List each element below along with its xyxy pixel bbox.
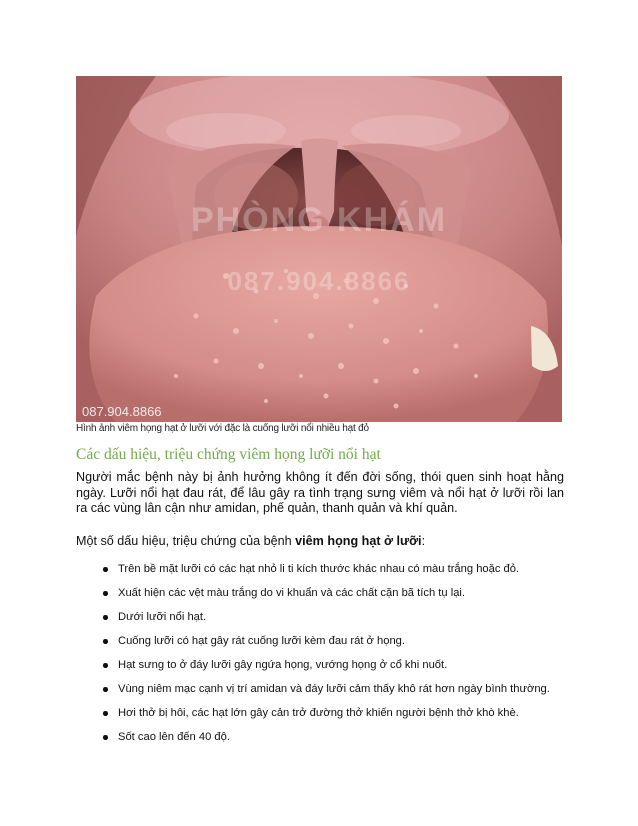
list-item (76, 632, 576, 656)
bullet-icon (103, 735, 108, 740)
list-item (76, 656, 576, 680)
throat-photo (76, 76, 562, 422)
list-item (76, 680, 576, 704)
list-item-text: Vùng niêm mạc cạnh vị trí amidan và đáy lưỡi cảm thấy khô rát hơn ngày bình thường. (118, 683, 550, 695)
figure-caption: Hình ảnh viêm họng hạt ở lưỡi với đặc là cuống lưỡi nổi nhiều hạt đỏ (76, 423, 369, 434)
symptoms-list (76, 560, 576, 752)
bullet-icon (103, 615, 108, 620)
body-paragraph: Người mắc bệnh này bị ảnh hưởng không ít đến đời sống, thói quen sinh hoạt hằng ngày. Lưỡi nổi hạt đau rát, để lâu gây ra tình trạng sưng viêm và nổi hạt ở lưỡi rồi lan ra các vùng lân cận như amidan, phế quản, thanh quản và khí quản. (76, 470, 564, 516)
intro-suffix: : (421, 534, 426, 548)
corner-phone: 087.904.8866 (82, 404, 162, 419)
list-item-text: Cuống lưỡi có hạt gây rát cuống lưỡi kèm đau rát ở họng. (118, 635, 405, 647)
intro-bold: viêm họng hạt ở lưỡi (295, 534, 422, 548)
bullet-icon (103, 591, 108, 596)
list-item (76, 704, 576, 728)
bullet-icon (103, 687, 108, 692)
list-item-text: Sốt cao lên đến 40 độ. (118, 731, 230, 743)
list-item (76, 728, 576, 752)
bullet-icon (103, 711, 108, 716)
intro-prefix: Một số dấu hiệu, triệu chứng của bệnh (76, 534, 296, 548)
list-item (76, 584, 576, 608)
list-item-text: Hơi thở bị hôi, các hạt lớn gây cản trở đường thở khiến người bệnh thở khò khè. (118, 707, 519, 719)
watermark-name: PHÒNG KHÁM (190, 201, 448, 239)
list-item-text: Hạt sưng to ở đáy lưỡi gây ngứa họng, vướng họng ở cổ khi nuốt. (118, 659, 448, 671)
watermark-phone: 087.904.8866 (227, 266, 411, 296)
list-item-text: Dưới lưỡi nổi hạt. (118, 611, 207, 623)
list-item-text: Trên bề mặt lưỡi có các hạt nhỏ li ti kích thước khác nhau có màu trắng hoặc đỏ. (118, 563, 520, 575)
list-item-text: Xuất hiện các vệt màu trắng do vi khuẩn và các chất cặn bã tích tụ lại. (118, 587, 466, 599)
section-heading: Các dấu hiệu, triệu chứng viêm họng lưỡi nổi hạt (76, 446, 381, 463)
symptoms-intro (76, 534, 425, 548)
bullet-icon (103, 663, 108, 668)
list-item (76, 608, 576, 632)
list-item (76, 560, 576, 584)
throat-photo-illustration (76, 76, 562, 422)
bullet-icon (103, 639, 108, 644)
bullet-icon (103, 567, 108, 572)
